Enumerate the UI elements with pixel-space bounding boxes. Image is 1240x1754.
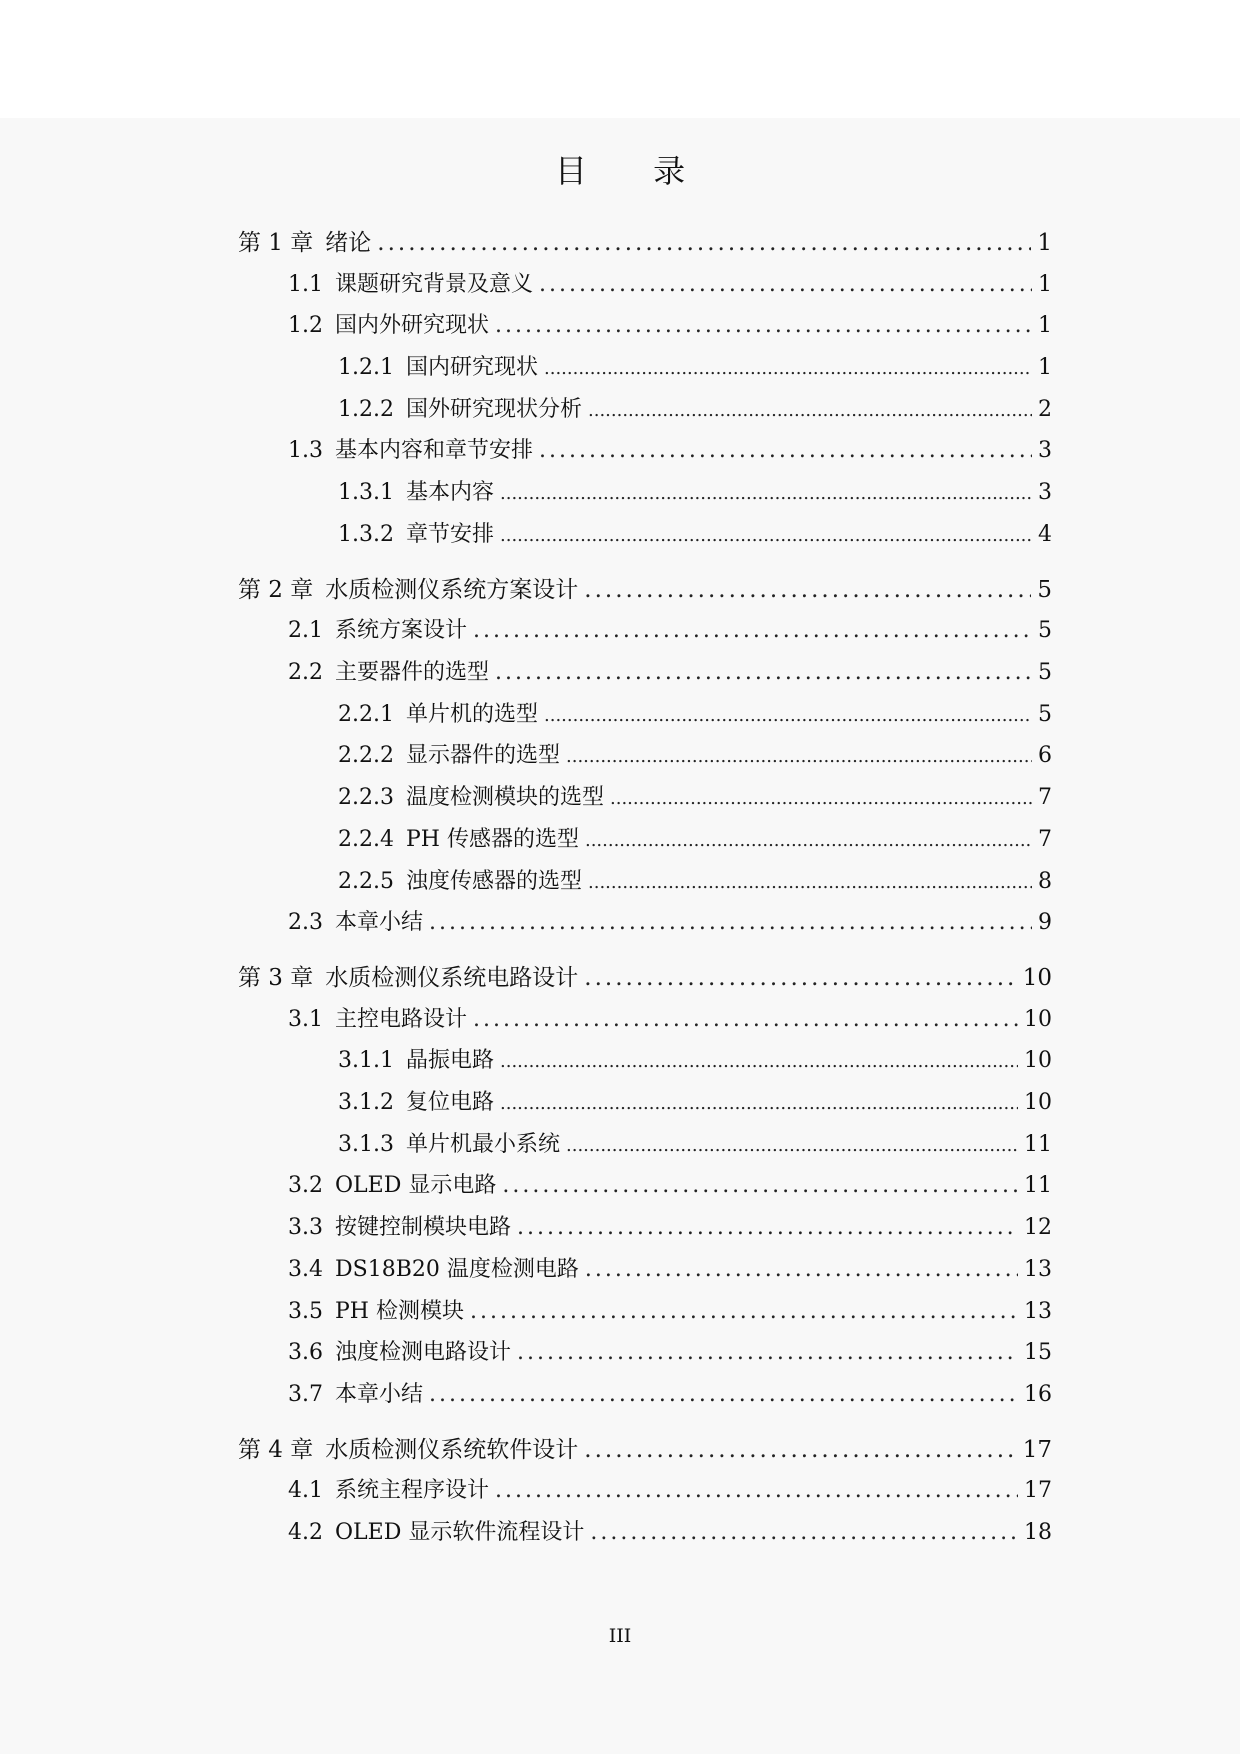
toc-entry-subsection[interactable]	[338, 1129, 1052, 1161]
toc-entry-label	[338, 740, 560, 772]
toc-entry-chapter[interactable]	[238, 227, 1052, 259]
toc-entry-label	[238, 1434, 578, 1466]
toc-entry-text: 基本内容和章节安排	[335, 438, 534, 463]
toc-entry-page: 9	[1038, 910, 1052, 935]
toc-entry-number: 4.2	[288, 1520, 323, 1545]
toc-leader-dots	[517, 1337, 1018, 1369]
toc-entry-page: 13	[1024, 1257, 1052, 1282]
toc-entry-section[interactable]	[288, 1212, 1052, 1244]
toc-entry-page: 7	[1038, 785, 1052, 810]
toc-entry-text: OLED 显示软件流程设计	[335, 1520, 585, 1545]
toc-entry-page: 1	[1038, 272, 1052, 297]
toc-entry-text: 晶振电路	[405, 1048, 494, 1073]
toc-entry-number: 第 2 章	[238, 577, 314, 603]
toc-entry-page: 7	[1038, 827, 1052, 852]
toc-entry-page: 10	[1024, 1048, 1052, 1073]
toc-entry-number: 2.3	[288, 910, 323, 935]
toc-entry-section[interactable]	[288, 1517, 1052, 1549]
toc-entry-subsection[interactable]	[338, 699, 1052, 731]
toc-entry-label	[288, 615, 467, 647]
toc-leader-dots	[585, 825, 1032, 857]
toc-entry-text: 浊度检测电路设计	[335, 1340, 512, 1365]
toc-entry-text: 显示器件的选型	[405, 743, 560, 768]
toc-entry-label	[288, 1296, 464, 1328]
toc-entry-page: 1	[1037, 230, 1052, 256]
toc-entry-text: 浊度传感器的选型	[405, 869, 582, 894]
toc-entry-number: 1.2.1	[338, 355, 394, 380]
toc-entry-page: 15	[1024, 1340, 1052, 1365]
toc-entry-page: 2	[1038, 397, 1052, 422]
toc-entry-section[interactable]	[288, 1004, 1052, 1036]
toc-entry-subsection[interactable]	[338, 866, 1052, 898]
page-number: III	[608, 1625, 632, 1647]
toc-entry-page: 18	[1024, 1520, 1052, 1545]
toc-entry-page: 10	[1024, 1007, 1052, 1032]
toc-entry-number: 3.2	[288, 1173, 323, 1198]
toc-leader-dots	[588, 395, 1032, 427]
toc-entry-page: 11	[1024, 1132, 1052, 1157]
toc-entry-page: 3	[1038, 438, 1052, 463]
toc-entry-text: 系统方案设计	[335, 618, 468, 643]
toc-entry-number: 第 1 章	[238, 230, 314, 256]
toc-entry-section[interactable]	[288, 1254, 1052, 1286]
toc-entry-page: 5	[1038, 660, 1052, 685]
toc-entry-number: 2.2.3	[338, 785, 394, 810]
toc-entry-page: 12	[1024, 1215, 1052, 1240]
toc-entry-page: 4	[1038, 522, 1052, 547]
toc-entry-number: 1.3	[288, 438, 323, 463]
toc-title: 目 录	[554, 152, 714, 190]
toc-entry-chapter[interactable]	[238, 1434, 1052, 1466]
toc-entry-label	[288, 1379, 423, 1411]
toc-entry-number: 2.2.4	[338, 827, 394, 852]
toc-entry-text: 系统主程序设计	[335, 1478, 490, 1503]
toc-entry-number: 3.1.3	[338, 1132, 394, 1157]
toc-entry-page: 10	[1024, 1090, 1052, 1115]
toc-leader-dots	[495, 657, 1032, 689]
toc-entry-text: 温度检测模块的选型	[405, 785, 604, 810]
toc-leader-dots	[539, 269, 1032, 301]
toc-leader-dots	[544, 700, 1032, 732]
toc-entry-number: 2.2.1	[338, 702, 394, 727]
toc-entry-section[interactable]	[288, 1475, 1052, 1507]
toc-entry-text: 水质检测仪系统软件设计	[325, 1437, 579, 1463]
toc-leader-dots	[566, 741, 1032, 773]
toc-entry-text: DS18B20 温度检测电路	[335, 1257, 579, 1282]
toc-leader-dots	[473, 615, 1032, 647]
toc-entry-page: 1	[1038, 355, 1052, 380]
toc-leader-dots	[539, 435, 1032, 467]
toc-entry-text: 绪论	[325, 230, 372, 256]
toc-entry-number: 2.2	[288, 660, 323, 685]
toc-leader-dots	[495, 1475, 1018, 1507]
toc-entry-label	[288, 1004, 467, 1036]
toc-leader-dots	[470, 1296, 1018, 1328]
toc-entry-page: 11	[1024, 1173, 1052, 1198]
toc-entry-text: 水质检测仪系统电路设计	[325, 965, 579, 991]
toc-entry-number: 2.1	[288, 618, 323, 643]
toc-entry-number: 3.1.1	[338, 1048, 394, 1073]
toc-leader-dots	[500, 1088, 1018, 1120]
toc-leader-dots	[544, 353, 1032, 385]
toc-entry-label	[338, 1045, 494, 1077]
toc-entry-text: 主控电路设计	[335, 1007, 468, 1032]
toc-entry-page: 1	[1038, 313, 1052, 338]
toc-entry-text: 国内外研究现状	[335, 313, 490, 338]
toc-leader-dots	[495, 310, 1032, 342]
toc-entry-subsection[interactable]	[338, 394, 1052, 426]
toc-entry-text: OLED 显示电路	[335, 1173, 497, 1198]
toc-entry-text: 复位电路	[405, 1090, 494, 1115]
toc-leader-dots	[590, 1517, 1018, 1549]
toc-entry-number: 3.4	[288, 1257, 323, 1282]
toc-entry-label	[288, 1254, 579, 1286]
toc-entry-label	[338, 866, 582, 898]
toc-leader-dots	[584, 1434, 1016, 1466]
toc-entry-text: 国内研究现状	[405, 355, 538, 380]
toc-entry-number: 1.2.2	[338, 397, 394, 422]
toc-entry-text: PH 检测模块	[335, 1299, 464, 1324]
toc-entry-text: 本章小结	[335, 1382, 424, 1407]
toc-entry-page: 3	[1038, 480, 1052, 505]
toc-entry-page: 5	[1038, 702, 1052, 727]
toc-entry-section[interactable]	[288, 657, 1052, 689]
toc-entry-text: 单片机最小系统	[405, 1132, 560, 1157]
toc-leader-dots	[584, 574, 1031, 606]
toc-entry-number: 3.7	[288, 1382, 323, 1407]
toc-entry-page: 5	[1038, 618, 1052, 643]
toc-leader-dots	[429, 907, 1032, 939]
toc-entry-label	[288, 310, 489, 342]
toc-entry-subsection[interactable]	[338, 477, 1052, 509]
toc-entry-text: PH 传感器的选型	[405, 827, 579, 852]
toc-entry-number: 1.2	[288, 313, 323, 338]
toc-entry-text: 国外研究现状分析	[405, 397, 582, 422]
toc-entry-section[interactable]	[288, 1379, 1052, 1411]
toc-entry-label	[338, 1129, 560, 1161]
toc-entry-text: 课题研究背景及意义	[335, 272, 534, 297]
toc-entry-page: 17	[1022, 1437, 1052, 1463]
toc-entry-label	[288, 269, 533, 301]
toc-leader-dots	[502, 1170, 1018, 1202]
toc-entry-text: 基本内容	[405, 480, 494, 505]
toc-entry-text: 本章小结	[335, 910, 424, 935]
toc-entry-section[interactable]	[288, 1337, 1052, 1369]
toc-entry-subsection[interactable]	[338, 1045, 1052, 1077]
toc-leader-dots	[610, 783, 1032, 815]
toc-entry-subsection[interactable]	[338, 740, 1052, 772]
toc-entry-section[interactable]	[288, 435, 1052, 467]
toc-entry-number: 3.3	[288, 1215, 323, 1240]
toc-entry-section[interactable]	[288, 269, 1052, 301]
toc-entry-label	[288, 1170, 496, 1202]
toc-leader-dots	[517, 1212, 1018, 1244]
toc-entry-number: 第 3 章	[238, 965, 314, 991]
toc-entry-label	[288, 1337, 511, 1369]
toc-entry-label	[288, 1475, 489, 1507]
toc-entry-number: 1.3.1	[338, 480, 394, 505]
toc-entry-page: 6	[1038, 743, 1052, 768]
toc-entry-label	[238, 574, 578, 606]
toc-leader-dots	[584, 962, 1016, 994]
toc-entry-number: 1.1	[288, 272, 323, 297]
toc-entry-page: 5	[1037, 577, 1052, 603]
toc-leader-dots	[500, 478, 1032, 510]
toc-leader-dots	[429, 1379, 1018, 1411]
toc-entry-page: 13	[1024, 1299, 1052, 1324]
toc-entry-label	[338, 519, 494, 551]
toc-entry-number: 2.2.5	[338, 869, 394, 894]
toc-leader-dots	[377, 227, 1031, 259]
toc-leader-dots	[585, 1254, 1018, 1286]
toc-entry-text: 水质检测仪系统方案设计	[325, 577, 579, 603]
toc-entry-section[interactable]	[288, 310, 1052, 342]
toc-entry-page: 10	[1022, 965, 1052, 991]
toc-entry-number: 2.2.2	[338, 743, 394, 768]
toc-entry-page: 17	[1024, 1478, 1052, 1503]
toc-entry-number: 第 4 章	[238, 1437, 314, 1463]
toc-leader-dots	[566, 1130, 1018, 1162]
toc-entry-label	[338, 824, 579, 856]
toc-entry-section[interactable]	[288, 1296, 1052, 1328]
toc-entry-subsection[interactable]	[338, 352, 1052, 384]
toc-entry-label	[288, 435, 533, 467]
toc-entry-chapter[interactable]	[238, 574, 1052, 606]
toc-entry-text: 章节安排	[405, 522, 494, 547]
toc-entry-label	[288, 1517, 584, 1549]
toc-entry-number: 3.5	[288, 1299, 323, 1324]
toc-entry-label	[338, 352, 538, 384]
toc-entry-section[interactable]	[288, 907, 1052, 939]
toc-entry-label	[338, 1087, 494, 1119]
toc-entry-number: 3.1	[288, 1007, 323, 1032]
toc-leader-dots	[473, 1004, 1018, 1036]
toc-entry-number: 3.6	[288, 1340, 323, 1365]
toc-entry-subsection[interactable]	[338, 519, 1052, 551]
toc-entry-text: 主要器件的选型	[335, 660, 490, 685]
toc-entry-subsection[interactable]	[338, 824, 1052, 856]
toc-entry-number: 1.3.2	[338, 522, 394, 547]
toc-entry-number: 3.1.2	[338, 1090, 394, 1115]
toc-entry-label	[338, 477, 494, 509]
toc-entry-section[interactable]	[288, 1170, 1052, 1202]
toc-entry-page: 16	[1024, 1382, 1052, 1407]
toc-entry-label	[238, 227, 371, 259]
toc-leader-dots	[500, 520, 1032, 552]
toc-entry-label	[338, 394, 582, 426]
toc-entry-subsection[interactable]	[338, 782, 1052, 814]
toc-entry-label	[288, 907, 423, 939]
toc-entry-page: 8	[1038, 869, 1052, 894]
toc-entry-section[interactable]	[288, 615, 1052, 647]
toc-entry-subsection[interactable]	[338, 1087, 1052, 1119]
toc-entry-label	[288, 1212, 511, 1244]
toc-entry-text: 按键控制模块电路	[335, 1215, 512, 1240]
toc-entry-label	[338, 782, 604, 814]
toc-entry-label	[238, 962, 578, 994]
toc-entry-label	[288, 657, 489, 689]
toc-leader-dots	[588, 867, 1032, 899]
toc-entry-text: 单片机的选型	[405, 702, 538, 727]
toc-leader-dots	[500, 1046, 1018, 1078]
toc-entry-number: 4.1	[288, 1478, 323, 1503]
toc-entry-chapter[interactable]	[238, 962, 1052, 994]
toc-entry-label	[338, 699, 538, 731]
